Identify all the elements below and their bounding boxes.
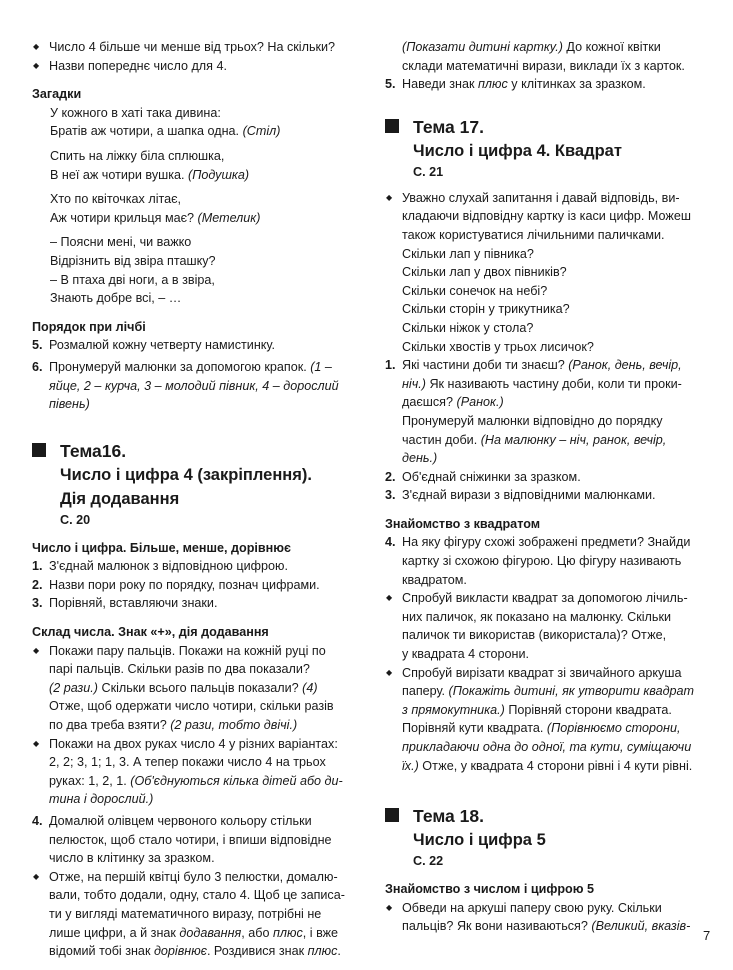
theme-title: Тема16.	[60, 440, 127, 461]
section-title: Знайомство з квадратом	[385, 516, 541, 531]
theme-subtitle: Число і цифра 5	[413, 831, 546, 850]
theme-title: Тема 17.	[413, 116, 484, 137]
theme-18-heading	[385, 805, 710, 870]
bullet-item: ◆ Назви попереднє число для 4.	[32, 57, 360, 76]
bullet-item: ◆ Уважно слухай запитання і давай відповідь, ви- кладаючи відповідну картку із каси цифр. Можеш також користуватися лічильними паличками. Скільки лап у півника? Скільки лап у двох півників? Скільки сонечок на небі? Скільки сторін у трикутника? Скільки ніжок у стола? Скільки хвостів у трьох лисичок?	[385, 189, 710, 356]
poem-line: Братів аж чотири, а шапка одна. (Стіл)	[50, 124, 281, 139]
poem-line: Хто по квіточках літає,	[50, 192, 182, 207]
left-column	[32, 38, 360, 961]
bullet-item: ◆ Отже, на першій квітці було 3 пелюстки, домалю- вали, тобто додали, одну, стало 4. Щоб це записа- ти у вигляді математичного виразу, потрібні не лише цифри, а й знак додавання, або плюс, і вже відомий тобі знак дорівнює. Роздивися знак плюс.	[32, 868, 360, 961]
numbered-item: 2. Об'єднай сніжинки за зразком.	[385, 469, 581, 484]
bullet-item: ◆ Число 4 більше чи менше від трьох? На скільки?	[32, 38, 360, 57]
bullet-item: ◆ Покажи на двох руках число 4 у різних варіантах: 2, 2; 3, 1; 1, 3. А тепер покажи число 4 на трьох руках: 1, 2, 1. (Об'єднуються кілька дітей або ди- тина і дорослий.)	[32, 735, 360, 809]
theme-subtitle: Дія додавання	[60, 489, 180, 508]
poem-line: Аж чотири крильця має? (Метелик)	[50, 210, 261, 225]
right-column	[385, 38, 710, 936]
section-title-riddles: Загадки	[32, 87, 82, 102]
square-marker-icon	[32, 443, 46, 457]
section-title-order: Порядок при лічбі	[32, 319, 146, 334]
bullet-item: ◆ Спробуй вирізати квадрат зі звичайного аркуша паперу. (Покажіть дитині, як утворити квадрат з прямокутника.) Порівняй сторони квадрата. Порівняй кути квадрата. (Порівнюємо сторони, прикладаючи одна до одної, та кути, суміщаючи їх.) Отже, у квадрата 4 сторони рівні і 4 кути рівні.	[385, 664, 710, 776]
continued-item: (Показати дитині картку.) До кожної квітки склади математичні вирази, виклади їх з карток.	[402, 40, 685, 73]
section-title: Знайомство з числом і цифрою 5	[385, 882, 594, 897]
theme-page-ref: С. 20	[60, 512, 91, 527]
theme-17-heading	[385, 116, 710, 181]
poem-line: В неї аж чотири вушка. (Подушка)	[50, 167, 250, 182]
theme-page-ref: С. 21	[413, 164, 444, 179]
numbered-item: 2. Назви пори року по порядку, познач цифрами.	[32, 577, 320, 592]
theme-subtitle: Число і цифра 4 (закріплення).	[60, 465, 312, 484]
theme-16-heading	[32, 440, 360, 529]
theme-subtitle: Число і цифра 4. Квадрат	[413, 141, 622, 160]
section-title: Число і цифра. Більше, менше, дорівнює	[32, 540, 291, 555]
numbered-item: 5. Наведи знак плюс у клітинках за зразком.	[385, 77, 646, 92]
theme-title: Тема 18.	[413, 806, 484, 827]
numbered-item: 4. На яку фігуру схожі зображені предмети? Знайди картку зі схожою фігурою. Цю фігуру називають квадратом.	[385, 535, 691, 587]
numbered-item: 4. Домалюй олівцем червоного кольору стільки пелюсток, щоб стало чотири, і впиши відповідне число в клітинку за зразком.	[32, 814, 332, 866]
poem-line: Відрізнить від звіра пташку?	[50, 253, 216, 268]
numbered-item: 3. З'єднай вирази з відповідними малюнками.	[385, 488, 656, 503]
section-title: Склад числа. Знак «+», дія додавання	[32, 625, 269, 640]
bullet-item: ◆ Спробуй викласти квадрат за допомогою лічиль- них паличок, як показано на малюнку. Скільки паличок ти використав (використала)? Отже, у квадрата 4 сторони.	[385, 589, 710, 663]
poem-line: У кожного в хаті така дивина:	[50, 105, 221, 120]
poem-line: – Поясни мені, чи важко	[50, 235, 192, 250]
numbered-item: 3. Порівняй, вставляючи знаки.	[32, 596, 218, 611]
numbered-item: 1. Які частини доби ти знаєш? (Ранок, день, вечір, ніч.) Як називають частину доби, коли ти проки- даєшся? (Ранок.) Пронумеруй малюнки відповідно до порядку частин доби. (На малюнку – ніч, ранок, вечір, день.)	[385, 358, 682, 466]
poem-line: – В птаха дві ноги, а в звіра,	[50, 272, 215, 287]
numbered-item: 1. З'єднай малюнок з відповідною цифрою.	[32, 559, 288, 574]
poem-line: Спить на ліжку біла сплюшка,	[50, 148, 225, 163]
bullet-item: ◆ Покажи пару пальців. Покажи на кожній руці по парі пальців. Скільки разів по два показали? (2 рази.) Скільки всього пальців показали? (4) Отже, щоб одержати число чотири, скільки разів по два треба взяти? (2 рази, тобто двічі.)	[32, 642, 360, 735]
page-number: 7	[703, 928, 711, 943]
theme-page-ref: С. 22	[413, 854, 444, 869]
numbered-item: 5. Розмалюй кожну четверту намистинку.	[32, 338, 275, 353]
poem-line: Знають добре всі, – …	[50, 291, 182, 306]
riddles-poem	[32, 104, 360, 308]
numbered-item: 6. Пронумеруй малюнки за допомогою крапок. (1 – яйце, 2 – курча, 3 – молодий півник, 4 – дорослий півень)	[32, 359, 339, 412]
square-marker-icon	[385, 119, 399, 133]
square-marker-icon	[385, 808, 399, 822]
bullet-item: ◆ Обведи на аркуші паперу свою руку. Скільки пальців? Як вони називаються? (Великий, вказів-	[385, 899, 710, 936]
